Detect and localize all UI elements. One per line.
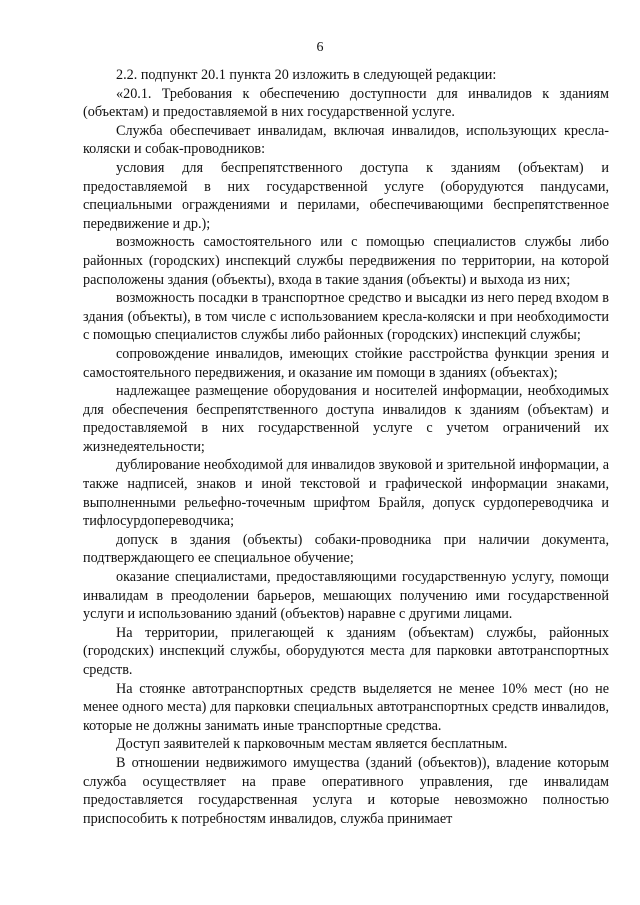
- paragraph: 2.2. подпункт 20.1 пункта 20 изложить в следующей редакции:: [116, 67, 497, 83]
- paragraph: возможность посадки в транспортное средство и высадки из него перед входом в здания (объекты), в том числе с использованием кресла-коляски и при необходимости с помощью специалистов службы либо районных (городских) инспекций службы;: [83, 290, 609, 344]
- page-number: 6: [316, 40, 324, 55]
- paragraph: оказание специалистами, предоставляющими государственную услугу, помощи инвалидам в преодолении барьеров, мешающих получению ими государственной услуги и использованию зданий (объектов) наравне с другими лицами.: [83, 569, 609, 623]
- paragraph: Доступ заявителей к парковочным местам является бесплатным.: [116, 736, 508, 753]
- paragraph: Служба обеспечивает инвалидам, включая инвалидов, использующих кресла-коляски и собак-проводников:: [83, 122, 609, 158]
- paragraph: На территории, прилегающей к зданиям (объектам) службы, районных (городских) инспекций службы, оборудуются места для парковки автотранспортных средств.: [83, 624, 609, 678]
- paragraph: дублирование необходимой для инвалидов звуковой и зрительной информации, а также надписей, знаков и иной текстовой и графической информации знаками, выполненными рельефно-точечным шрифтом Брайля, допуск сурдопереводчика и тифлосурдопереводчика;: [83, 457, 609, 530]
- paragraph: условия для беспрепятственного доступа к зданиям (объектам) и предоставляемой в них государственной услуге (оборудуются пандусами, специальными ограждениями и перилами, обеспечивающими беспрепятственное передвижение и др.);: [83, 159, 609, 232]
- body-text: [83, 66, 609, 828]
- paragraph: возможность самостоятельного или с помощью специалистов службы либо районных (городских) инспекций службы передвижения по территории, на которой расположены здания (объекты), входа в такие здания (объекты) и выхода из них;: [83, 234, 609, 288]
- paragraph: надлежащее размещение оборудования и носителей информации, необходимых для обеспечения беспрепятственного доступа инвалидов к зданиям (объектам) и предоставляемой в них государственной услуге с учетом ограничений их жизнедеятельности;: [83, 383, 609, 455]
- paragraph: В отношении недвижимого имущества (зданий (объектов)), владение которым служба осуществляет на праве оперативного управления, где инвалидам предоставляется государственная услуга и которые невозможно полностью приспособить к потребностям инвалидов, служба принимает: [83, 754, 609, 827]
- paragraph: сопровождение инвалидов, имеющих стойкие расстройства функции зрения и самостоятельного передвижения, и оказание им помощи в зданиях (объектах);: [83, 345, 609, 381]
- paragraph: допуск в здания (объекты) собаки-проводника при наличии документа, подтверждающего ее специальное обучение;: [83, 531, 609, 567]
- paragraph: «20.1. Требования к обеспечению доступности для инвалидов к зданиям (объектам) и предоставляемой в них государственной услуге.: [83, 85, 609, 121]
- paragraph: На стоянке автотранспортных средств выделяется не менее 10% мест (но не менее одного места) для парковки специальных автотранспортных средств инвалидов, которые не должны занимать иные транспортные средства.: [83, 680, 609, 734]
